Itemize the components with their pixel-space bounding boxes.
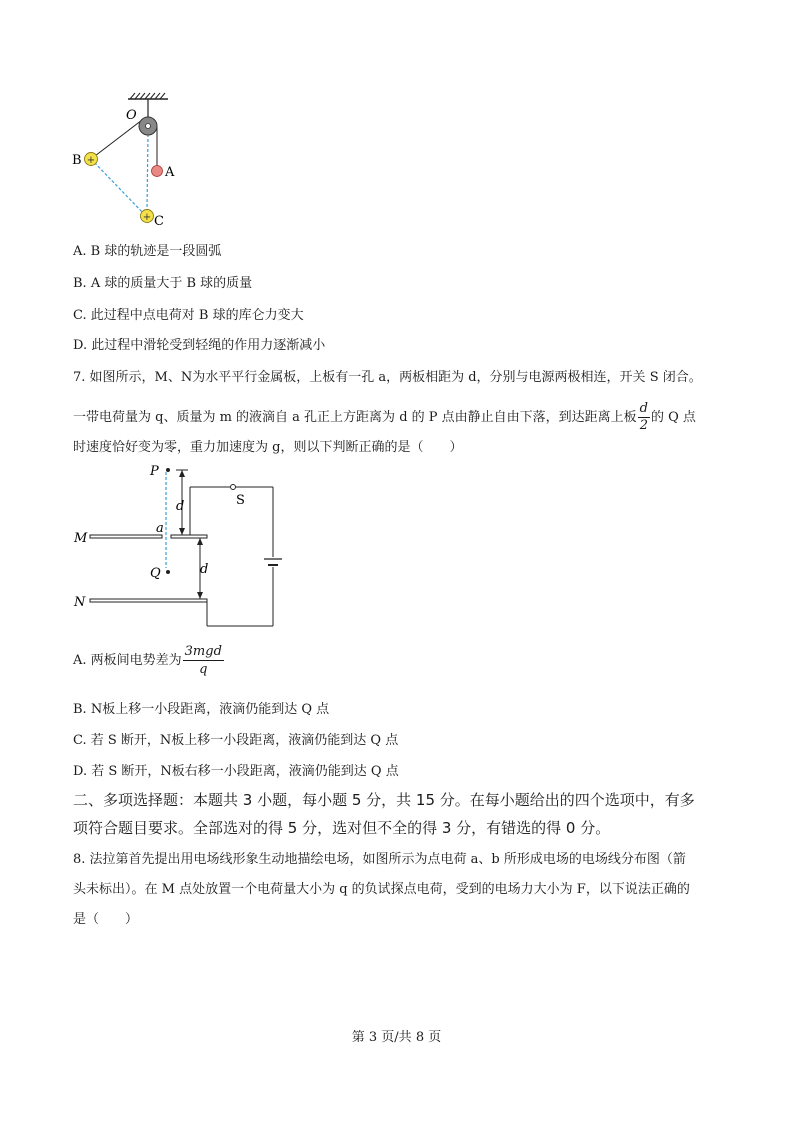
q7-line3: 时速度恰好变为零，重力加速度为 g，则以下判断正确的是（ ） — [73, 440, 463, 455]
q7-fraction-d-over-2: $\frac{d}{2}$ — [639, 401, 648, 433]
dashed-O-C — [147, 134, 148, 209]
label-O: O — [126, 108, 137, 123]
dim-lower-arrow-top — [197, 538, 203, 545]
dim-upper-arrow-bottom — [179, 528, 185, 535]
label-P: P — [150, 464, 159, 479]
string-to-B — [91, 120, 142, 159]
dim-lower-arrow-bottom — [197, 592, 203, 599]
q7-line2-after: 的 Q 点 — [651, 410, 696, 425]
section2-line2: 项符合题目要求。全部选对的得 5 分，选对但不全的得 3 分，有错选的得 0 分。 — [73, 819, 611, 837]
dashed-B-C — [91, 159, 146, 216]
plate-M-left — [90, 535, 162, 538]
switch-contact — [231, 485, 236, 490]
pulley-axle — [146, 124, 151, 129]
label-B: B — [72, 153, 82, 168]
label-M: M — [74, 531, 88, 546]
q7-option-a — [73, 640, 225, 682]
q6-option-b: B. A 球的质量大于 B 球的质量 — [73, 276, 253, 291]
q8-line1: 8. 法拉第首先提出用电场线形象生动地描绘电场，如图所示为点电荷 a、b 所形成电场的电场线分布图（箭 — [73, 852, 686, 867]
q7-line1: 7. 如图所示，M、N为水平平行金属板，上板有一孔 a，两板相距为 d，分别与电源两极相连，开关 S 闭合。 — [73, 370, 702, 385]
ball-A — [152, 166, 163, 177]
ceiling-hatch — [130, 93, 165, 99]
q6-option-c: C. 此过程中点电荷对 B 球的库仑力变大 — [73, 308, 304, 323]
label-d-lower: d — [200, 562, 209, 577]
plate-M-right — [171, 535, 207, 538]
label-S: S — [236, 493, 245, 508]
ball-C-plus: + — [142, 212, 152, 223]
label-C: C — [154, 214, 164, 229]
q7-option-d: D. 若 S 断开，N板右移一小段距离，液滴仍能到达 Q 点 — [73, 764, 399, 779]
q6-option-d: D. 此过程中滑轮受到轻绳的作用力逐渐减小 — [73, 338, 326, 353]
ball-B-plus: + — [86, 155, 96, 166]
q7-option-c: C. 若 S 断开，N板上移一小段距离，液滴仍能到达 Q 点 — [73, 733, 399, 748]
q7-option-b: B. N板上移一小段距离，液滴仍能到达 Q 点 — [73, 702, 330, 717]
q8-line3: 是（ ） — [73, 912, 139, 927]
q6-option-a: A. B 球的轨迹是一段圆弧 — [73, 244, 222, 259]
dim-upper-arrow-top — [179, 470, 185, 477]
q7-line2-before: 一带电荷量为 q、质量为 m 的液滴自 a 孔正上方距离为 d 的 P 点由静止自由下落，到达距离上板 — [73, 410, 637, 425]
q7-option-a-text: A. 两板间电势差为 — [73, 653, 182, 668]
label-Q: Q — [150, 566, 161, 581]
label-A: A — [165, 165, 175, 180]
section2-line1: 二、多项选择题：本题共 3 小题，每小题 5 分，共 15 分。在每小题给出的四个选项中，有多 — [73, 791, 695, 809]
label-N: N — [74, 595, 86, 610]
capacitor-figure — [70, 460, 290, 635]
point-Q — [166, 570, 170, 574]
label-a: a — [156, 521, 164, 536]
page-footer: 第 3 页/共 8 页 — [351, 1030, 442, 1045]
label-d-upper: d — [176, 499, 185, 514]
point-P — [166, 468, 170, 472]
plate-N — [90, 599, 207, 602]
q7-line2 — [73, 398, 696, 438]
q7-option-a-fraction: $\frac{\text{3mgd}}{q}$ — [184, 644, 222, 677]
q8-line2: 头未标出）。在 M 点处放置一个电荷量大小为 q 的负试探点电荷，受到的电场力大小为 F，以下说法正确的 — [73, 882, 690, 897]
pulley-figure — [60, 92, 190, 232]
